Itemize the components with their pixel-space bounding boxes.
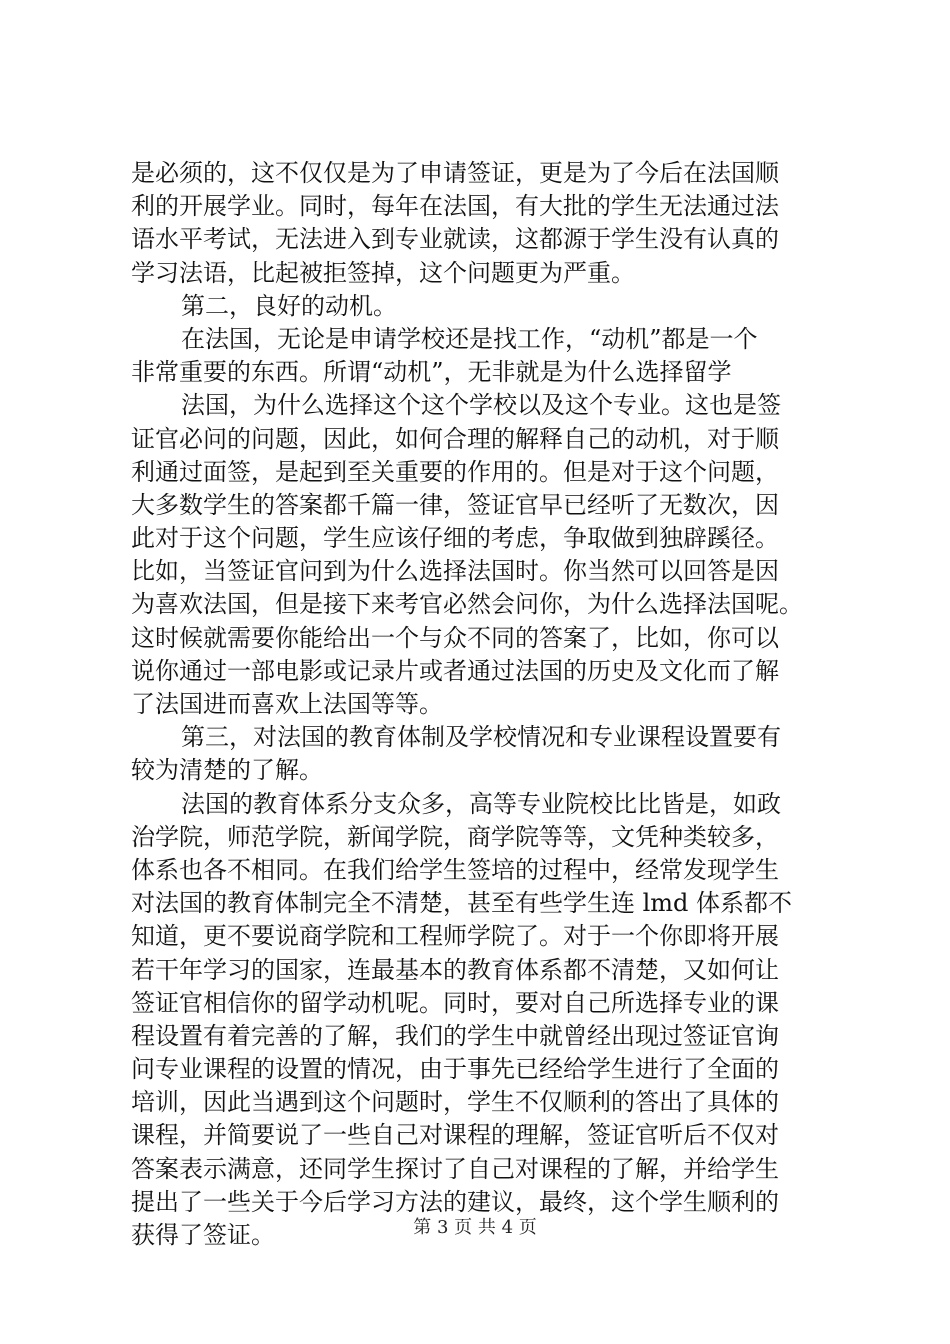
text-line: 此对于这个问题，学生应该仔细的考虑，争取做到独辟蹊径。 xyxy=(131,524,779,553)
text-line: 利的开展学业。同时，每年在法国，有大批的学生无法通过法 xyxy=(131,192,779,221)
text-line: 说你通过一部电影或记录片或者通过法国的历史及文化而了解 xyxy=(131,656,779,685)
text-line: 这时候就需要你能给出一个与众不同的答案了，比如，你可以 xyxy=(131,623,779,652)
text-line: 培训，因此当遇到这个问题时，学生不仅顺利的答出了具体的 xyxy=(131,1088,779,1117)
text-line: 若干年学习的国家，连最基本的教育体系都不清楚，又如何让 xyxy=(131,955,779,984)
text-line: 法国，为什么选择这个这个学校以及这个专业。这也是签 xyxy=(181,391,781,420)
text-line: 获得了签证。 xyxy=(131,1221,275,1249)
text-line: 程设置有着完善的了解，我们的学生中就曾经出现过签证官询 xyxy=(131,1021,779,1050)
text-line: 非常重要的东西。所谓“动机”，无非就是为什么选择留学 xyxy=(131,358,732,387)
text-line: 语水平考试，无法进入到专业就读，这都源于学生没有认真的 xyxy=(131,225,779,254)
section-heading-2: 第二，良好的动机。 xyxy=(181,291,397,320)
text-line: 是必须的，这不仅仅是为了申请签证，更是为了今后在法国顺 xyxy=(131,159,779,187)
text-line: 课程，并简要说了一些自己对课程的理解，签证官听后不仅对 xyxy=(131,1121,779,1150)
text-line: 为喜欢法国，但是接下来考官必然会问你，为什么选择法国呢。 xyxy=(131,590,803,619)
text-line: 法国的教育体系分支众多，高等专业院校比比皆是，如政 xyxy=(181,789,781,818)
text-line: 治学院，师范学院，新闻学院，商学院等等，文凭种类较多， xyxy=(131,822,779,851)
text-line: 在法国，无论是申请学校还是找工作，“动机”都是一个 xyxy=(181,324,758,353)
text-line: 知道，更不要说商学院和工程师学院了。对于一个你即将开展 xyxy=(131,922,779,951)
text-line: 提出了一些关于今后学习方法的建议，最终，这个学生顺利的 xyxy=(131,1187,779,1216)
page-number-footer: 第 3 页 共 4 页 xyxy=(413,1217,537,1238)
text-line: 较为清楚的了解。 xyxy=(131,756,323,785)
text-line: 对法国的教育体制完全不清楚，甚至有些学生连 lmd 体系都不 xyxy=(131,889,793,918)
section-heading-3: 第三，对法国的教育体制及学校情况和专业课程设置要有 xyxy=(181,723,781,752)
text-line: 比如，当签证官问到为什么选择法国时。你当然可以回答是因 xyxy=(131,557,779,586)
text-line: 利通过面签，是起到至关重要的作用的。但是对于这个问题， xyxy=(131,457,779,486)
text-line: 大多数学生的答案都千篇一律，签证官早已经听了无数次，因 xyxy=(131,490,779,519)
text-line: 体系也各不相同。在我们给学生签培的过程中，经常发现学生 xyxy=(131,855,779,884)
text-line: 签证官相信你的留学动机呢。同时，要对自己所选择专业的课 xyxy=(131,988,779,1017)
text-line: 学习法语，比起被拒签掉，这个问题更为严重。 xyxy=(131,258,635,287)
text-line: 问专业课程的设置的情况，由于事先已经给学生进行了全面的 xyxy=(131,1055,779,1084)
text-line: 了法国进而喜欢上法国等等。 xyxy=(131,690,443,718)
body-text xyxy=(131,157,831,1252)
text-line: 答案表示满意，还同学生探讨了自己对课程的了解，并给学生 xyxy=(131,1154,779,1183)
text-line: 证官必问的问题，因此，如何合理的解释自己的动机，对于顺 xyxy=(131,424,779,453)
